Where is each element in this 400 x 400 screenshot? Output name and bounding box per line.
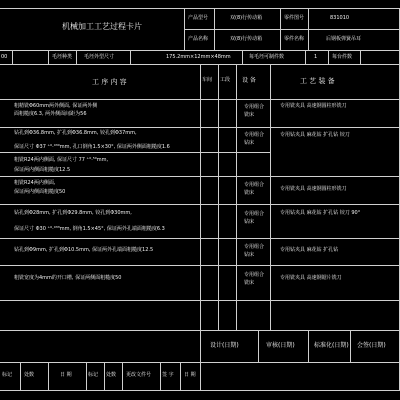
op2-equipment: 专用组合钻床 xyxy=(244,132,265,146)
product-model-value: 双(8)行传动箱 xyxy=(230,15,263,21)
header-bottom-line xyxy=(0,50,400,51)
op4-tooling: 专用铣夹具 高速钢圆柱形铣刀 xyxy=(280,186,347,192)
op4-line2: 保证两内侧面粗糙度50 xyxy=(14,189,66,195)
mat-v5 xyxy=(242,50,243,64)
part-name-value: 后钢板弹簧吊耳 xyxy=(326,36,362,42)
per-blank-value: 1 xyxy=(314,54,318,60)
blank-size-value: 175.2mm×12mm×48mm xyxy=(166,54,231,60)
header-v1 xyxy=(184,8,185,50)
footer-count2: 处数 xyxy=(106,372,117,378)
op7-line1: 粗铣宽度为4mm的开口槽, 保证两侧面粗糙度50 xyxy=(14,275,122,281)
signoff-bottom xyxy=(200,362,400,363)
frame-bottom xyxy=(0,390,400,391)
part-number-value: 831010 xyxy=(330,15,350,21)
op6-line1: 钻孔到Φ9mm, 扩孔到Φ10.5mm, 保证两外孔端面粗糙度12.5 xyxy=(14,247,154,253)
op5-equipment: 专用组合钻床 xyxy=(244,211,265,225)
header-mid-line xyxy=(184,29,400,30)
frame-top xyxy=(0,8,400,9)
column-tooling-header: 工 艺 装 备 xyxy=(300,77,335,85)
footer-v2 xyxy=(48,362,49,390)
mat-v6 xyxy=(305,50,306,64)
col-section-left xyxy=(218,64,219,330)
signoff-v3 xyxy=(350,330,351,362)
op7-equipment: 专用组合铣床 xyxy=(244,272,265,286)
footer-sign: 签 字 xyxy=(162,372,174,378)
part-number-label: 零件图号 xyxy=(284,15,305,21)
per-unit-label: 每台件数 xyxy=(332,54,353,60)
footer-v7 xyxy=(180,362,181,390)
mat-v1 xyxy=(12,50,13,64)
blank-type-label: 毛坯种类 xyxy=(52,54,73,60)
footer-v3 xyxy=(86,362,87,390)
footer-mark2: 标记 xyxy=(88,372,99,378)
header-v2 xyxy=(214,8,215,50)
mat-v3 xyxy=(76,50,77,64)
footer-top-left xyxy=(0,362,200,363)
footer-date2: 日 期 xyxy=(184,372,196,378)
column-section-header: 工段 xyxy=(220,77,231,83)
footer-v6 xyxy=(160,362,161,390)
op3-line1: 粗铣R24两内侧面, 保证尺寸 77 ⁺⁰·⁵⁰mm, xyxy=(14,157,109,163)
column-content-header: 工 序 内 容 xyxy=(92,78,127,86)
signoff-v2 xyxy=(308,330,309,362)
op2-tooling: 专用钻夹具 麻花钻 扩孔钻 铰刀 xyxy=(280,132,350,138)
product-name-value: 双(8)行传动箱 xyxy=(230,36,263,42)
col-workshop-left xyxy=(200,64,201,330)
footer-v4 xyxy=(104,362,105,390)
op7-tooling: 专用铣夹具 高速钢锯片铣刀 xyxy=(280,275,342,281)
blank-size-label: 毛坯外型尺寸 xyxy=(84,54,115,60)
op4-equipment: 专用组合铣床 xyxy=(244,182,265,196)
op1-equipment: 专用组合铣床 xyxy=(244,104,265,118)
header-v4 xyxy=(308,8,309,50)
footer-v1 xyxy=(20,362,21,390)
signoff-v0 xyxy=(200,330,201,390)
op2-line2: 保证尺寸 Φ37 ⁺⁰·⁰³⁰mm, 孔口倒角1.5×30°, 保证两外侧面粗糙度1.6 xyxy=(14,144,170,150)
op2-line1: 钻孔到Φ36.8mm, 扩孔到Φ36.8mm, 铰孔到Φ37mm, xyxy=(14,130,137,136)
column-equipment-header: 设 备 xyxy=(242,77,256,84)
op3-line2: 保证两内侧面粗糙度12.5 xyxy=(14,167,71,173)
mat-v2 xyxy=(48,50,49,64)
op6-tooling: 专用钻夹具 麻花钻 扩孔钻 xyxy=(280,247,339,253)
mat-v4 xyxy=(130,50,131,64)
mat-v8 xyxy=(360,50,361,64)
op6-equipment: 专用组合钻床 xyxy=(244,244,265,258)
op1-line1: 粗精铣Φ60mm两外侧面, 保证两外侧 xyxy=(14,103,98,109)
op5-line2: 保证尺寸 Φ30 ⁺⁰·⁰³³mm, 倒角1.5×45°, 保证两外孔端面粗糙度6.3 xyxy=(14,226,165,232)
footer-count: 处数 xyxy=(24,372,35,378)
standard-date-label: 标准化(日期) xyxy=(314,342,349,349)
footer-mark: 标记 xyxy=(2,372,13,378)
op1-tooling: 专用铣夹具 高速钢圆柱形铣刀 xyxy=(280,103,347,109)
part-name-label: 零件名称 xyxy=(284,36,305,42)
op4-line1: 粗铣R24两内侧面, xyxy=(14,180,56,186)
op5-line1: 钻孔到Φ28mm, 扩孔到Φ29.8mm, 铰孔到Φ30mm, xyxy=(14,210,132,216)
countersign-date-label: 会签(日期) xyxy=(357,342,386,349)
col-tooling-left xyxy=(270,64,271,330)
header-v3 xyxy=(280,8,281,50)
product-model-label: 产品型号 xyxy=(188,15,209,21)
product-name-label: 产品名称 xyxy=(188,36,209,42)
footer-change-file: 更改文件号 xyxy=(126,372,152,378)
col-equipment-left xyxy=(236,64,237,330)
column-workshop-header: 车间 xyxy=(202,77,213,83)
footer-date: 日 期 xyxy=(60,372,72,378)
per-blank-label: 每毛坯可制件数 xyxy=(249,54,285,60)
signoff-v1 xyxy=(258,330,259,362)
design-date-label: 设计(日期) xyxy=(210,342,239,349)
op1-line2: 面粗糙度6.3, 两外侧面间距为56 xyxy=(14,111,87,117)
row-sep-2 xyxy=(0,152,270,153)
material-fragment: 00 xyxy=(1,54,8,60)
card-title: 机械加工工艺过程卡片 xyxy=(62,22,142,31)
op5-tooling: 专用钻夹具 麻花钻 扩孔钻 铰刀 90° xyxy=(280,210,361,216)
mat-v7 xyxy=(328,50,329,64)
review-date-label: 审核(日期) xyxy=(266,342,295,349)
footer-v5 xyxy=(122,362,123,390)
